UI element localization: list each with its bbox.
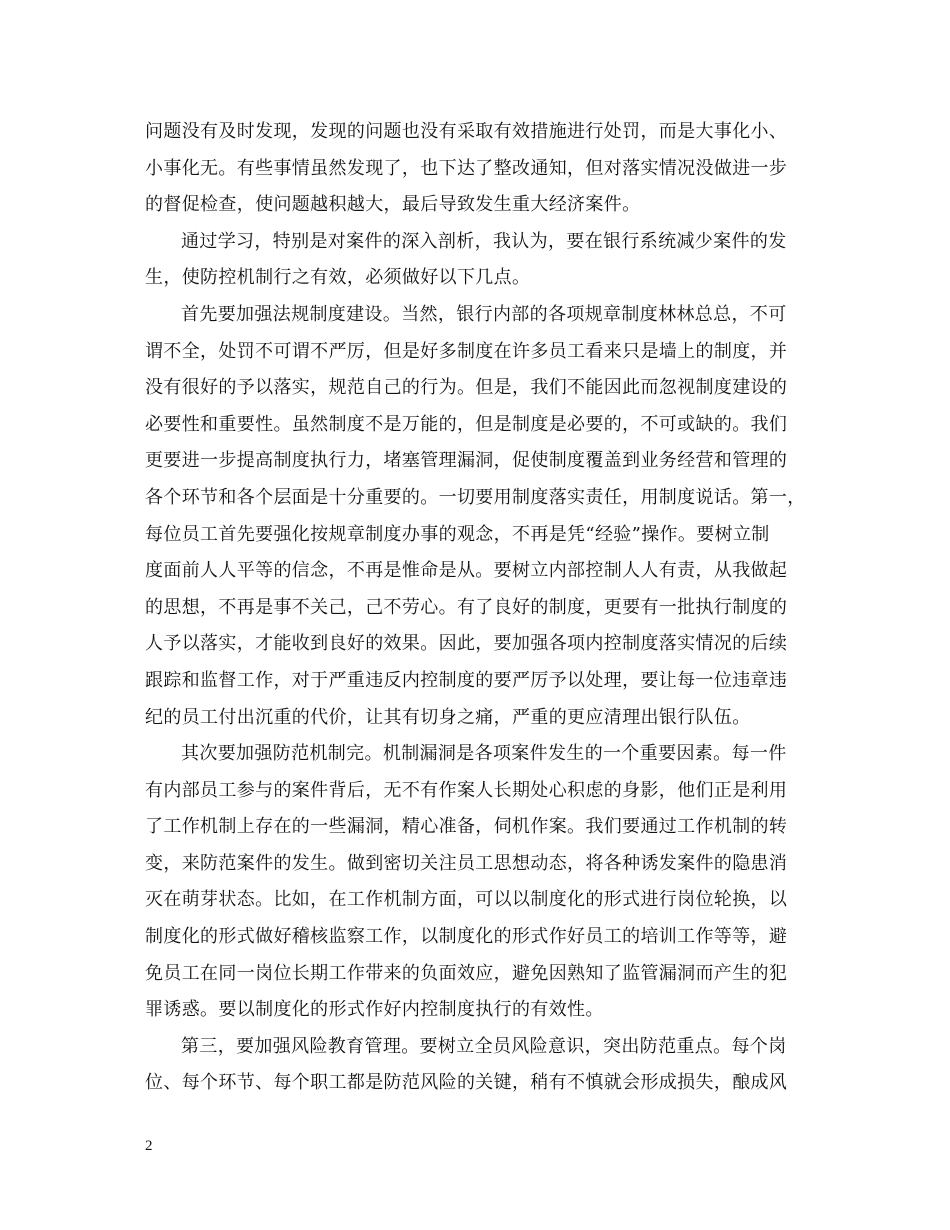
paragraph-start-line: 通过学习，特别是对案件的深入剖析，我认为，要在银行系统减少案件的发: [181, 230, 787, 252]
text-line: 每位员工首先要强化按规章制度办事的观念，不再是凭“经验”操作。要树立制: [145, 523, 770, 545]
text-line: 问题没有及时发现，发现的问题也没有采取有效措施进行处罚，而是大事化小、: [145, 121, 788, 142]
text-line: 没有很好的予以落实，规范自己的行为。但是，我们不能因此而忽视制度建设的: [145, 377, 788, 399]
text-line: 位、每个环节、每个职工都是防范风险的关键，稍有不慎就会形成损失，酿成风: [145, 1072, 788, 1094]
text-line: 小事化无。有些事情虽然发现了，也下达了整改通知，但对落实情况没做进一步: [145, 157, 788, 179]
paragraph-start-line: 第三，要加强风险教育管理。要树立全员风险意识，突出防范重点。每个岗: [181, 1035, 787, 1057]
text-line: 制度化的形式做好稽核监察工作，以制度化的形式作好员工的培训工作等等，避: [145, 926, 788, 948]
text-line: 的思想，不再是事不关己，己不劳心。有了良好的制度，更要有一批执行制度的: [145, 596, 788, 618]
text-line: 灭在萌芽状态。比如，在工作机制方面，可以以制度化的形式进行岗位轮换，以: [145, 889, 788, 911]
page-number: 2: [145, 1138, 153, 1154]
text-line: 度面前人人平等的信念，不再是惟命是从。要树立内部控制人人有责，从我做起: [145, 560, 788, 582]
text-line: 谓不全，处罚不可谓不严厉，但是好多制度在许多员工看来只是墙上的制度，并: [145, 340, 788, 362]
paragraph-start-line: 首先要加强法规制度建设。当然，银行内部的各项规章制度林林总总，不可: [181, 303, 787, 325]
text-line: 变，来防范案件的发生。做到密切关注员工思想动态，将各种诱发案件的隐患消: [145, 852, 788, 874]
paragraph-start-line: 其次要加强防范机制完。机制漏洞是各项案件发生的一个重要因素。每一件: [181, 743, 787, 765]
text-line: 人予以落实，才能收到良好的效果。因此，要加强各项内控制度落实情况的后续: [145, 633, 788, 655]
text-line: 罪诱惑。要以制度化的形式作好内控制度执行的有效性。: [145, 999, 604, 1021]
text-line: 纪的员工付出沉重的代价，让其有切身之痛，严重的更应清理出银行队伍。: [145, 706, 751, 728]
body-text: [145, 114, 807, 1102]
text-line: 生，使防控机制行之有效，必须做好以下几点。: [145, 267, 531, 289]
text-line: 跟踪和监督工作，对于严重违反内控制度的要严厉予以处理，要让每一位违章违: [145, 669, 788, 691]
text-line: 有内部员工参与的案件背后，无不有作案人长期处心积虑的身影，他们正是利用: [145, 779, 788, 801]
text-line: 了工作机制上存在的一些漏洞，精心准备，伺机作案。我们要通过工作机制的转: [145, 816, 788, 838]
text-line: 免员工在同一岗位长期工作带来的负面效应，避免因熟知了监管漏洞而产生的犯: [145, 962, 788, 984]
text-line: 各个环节和各个层面是十分重要的。一切要用制度落实责任，用制度说话。第一，: [145, 486, 806, 508]
text-line: 的督促检查，使问题越积越大，最后导致发生重大经济案件。: [145, 194, 641, 216]
text-line: 更要进一步提高制度执行力，堵塞管理漏洞，促使制度覆盖到业务经营和管理的: [145, 450, 788, 472]
text-line: 必要性和重要性。虽然制度不是万能的，但是制度是必要的，不可或缺的。我们: [145, 413, 788, 435]
